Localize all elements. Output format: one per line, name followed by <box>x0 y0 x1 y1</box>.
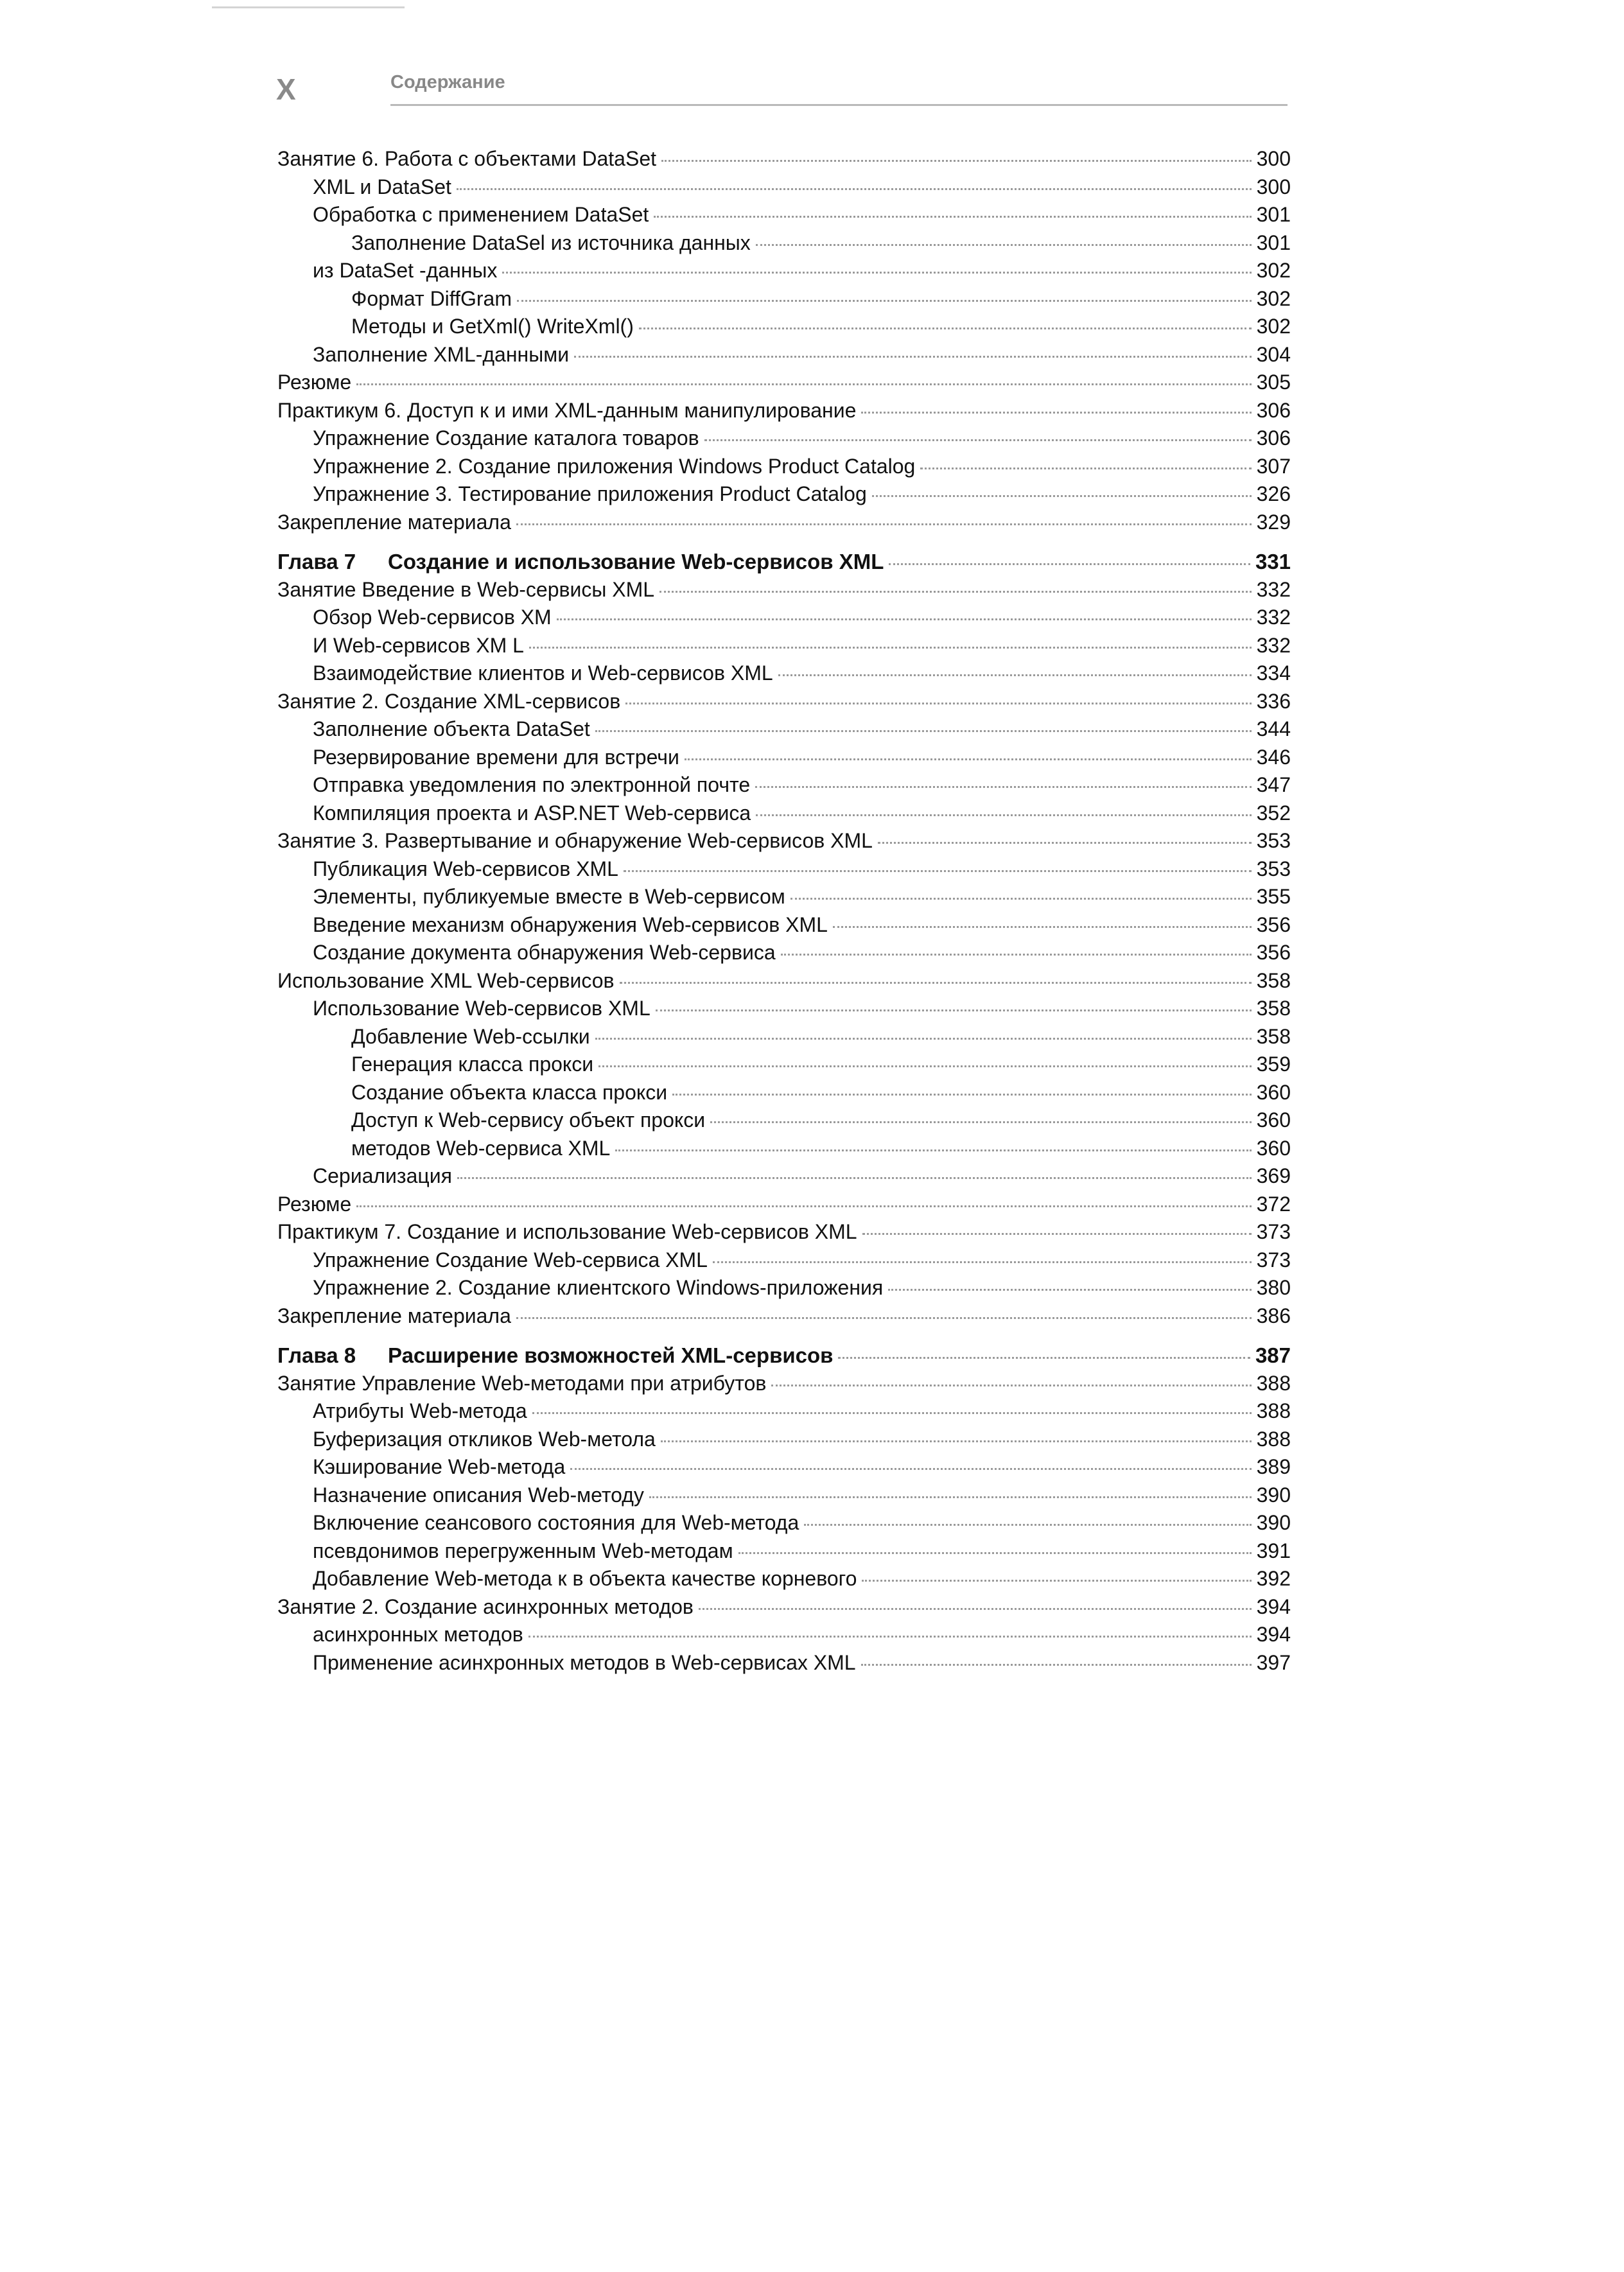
toc-page-number: 304 <box>1256 342 1291 366</box>
dot-leader <box>656 1009 1252 1011</box>
toc-entry-title: Добавление Web-метода к в объекта качестве корневого <box>313 1567 857 1590</box>
toc-page-number: 358 <box>1256 968 1291 992</box>
toc-page-number: 307 <box>1256 454 1291 478</box>
toc-entry-title: Заполнение объекта DataSet <box>313 717 590 740</box>
toc-entry <box>277 744 1291 772</box>
toc-entry-title: Создание объекта класса прокси <box>351 1080 668 1104</box>
toc-page-number: 388 <box>1256 1399 1291 1422</box>
dot-leader <box>738 1552 1252 1554</box>
dot-leader <box>872 495 1252 497</box>
toc-entry-title: Закрепление материала <box>277 1304 511 1327</box>
toc-entry-title: Расширение возможностей XML-сервисов <box>388 1343 834 1367</box>
toc-page-number: 391 <box>1256 1539 1291 1562</box>
toc-page-number: 334 <box>1256 661 1291 685</box>
dot-leader <box>920 468 1251 469</box>
toc-entry-title: Резюме <box>277 1192 352 1216</box>
toc-entry-title: Создание и использование Web-сервисов XML <box>388 550 884 573</box>
toc-page-number: 388 <box>1256 1371 1291 1395</box>
toc-page-number: 305 <box>1256 371 1291 394</box>
toc-page-number: 372 <box>1256 1192 1291 1216</box>
toc-page-number: 306 <box>1256 398 1291 422</box>
toc-entry <box>277 397 1291 425</box>
dot-leader <box>804 1524 1251 1526</box>
dot-leader <box>661 1440 1252 1442</box>
toc-page-number: 332 <box>1256 633 1291 657</box>
dot-leader <box>833 926 1252 928</box>
dot-leader <box>889 563 1250 565</box>
toc-entry <box>277 911 1291 939</box>
dot-leader <box>457 1177 1252 1179</box>
dot-leader <box>672 1094 1252 1096</box>
toc-page-number: 390 <box>1256 1483 1291 1507</box>
toc-entry-title: Элементы, публикуемые вместе в Web-сервисом <box>313 885 785 908</box>
toc-entry <box>277 369 1291 397</box>
toc-page-number: 389 <box>1256 1455 1291 1478</box>
dot-leader <box>620 982 1252 984</box>
toc-page-number: 353 <box>1256 857 1291 880</box>
toc-entry <box>277 1537 1291 1566</box>
toc-entry-title: Отправка уведомления по электронной почте <box>313 773 751 796</box>
toc-page-number: 394 <box>1256 1595 1291 1618</box>
toc-entry <box>277 257 1291 285</box>
toc-entry-title: Использование Web-сервисов XML <box>313 997 650 1020</box>
toc-entry-title: Применение асинхронных методов в Web-сервисах XML <box>313 1650 856 1674</box>
dot-leader <box>516 523 1252 525</box>
toc-entry-title: Использование XML Web-сервисов <box>277 968 615 992</box>
dot-leader <box>356 383 1251 385</box>
dot-leader <box>790 898 1252 900</box>
toc-entry <box>277 229 1291 258</box>
toc-page-number: 347 <box>1256 773 1291 796</box>
dot-leader <box>713 1261 1252 1263</box>
dot-leader <box>781 954 1252 956</box>
toc-entry <box>277 632 1291 660</box>
dot-leader <box>615 1149 1251 1151</box>
toc-page-number: 353 <box>1256 829 1291 852</box>
dot-leader <box>685 758 1252 760</box>
toc-page-number: 388 <box>1256 1427 1291 1451</box>
toc-entry <box>277 1565 1291 1593</box>
toc-entry-title: Буферизация откликов Web-метола <box>313 1427 656 1451</box>
toc-chapter-heading <box>277 1341 1291 1370</box>
toc-entry-title: Упражнение Создание Web-сервиса XML <box>313 1248 708 1271</box>
section-title: Содержание <box>390 72 505 92</box>
toc-entry-title: Заполнение XML-данными <box>313 342 570 366</box>
toc-entry <box>277 424 1291 453</box>
top-scan-rule <box>212 6 405 8</box>
dot-leader <box>574 356 1252 358</box>
toc-page-number: 373 <box>1256 1220 1291 1243</box>
toc-chapter-heading <box>277 548 1291 576</box>
toc-entry-title: Формат DiffGram <box>351 286 512 310</box>
toc-page-number: 392 <box>1256 1567 1291 1590</box>
toc-entry <box>277 1426 1291 1454</box>
toc-entry-title: Занятие Введение в Web-сервисы XML <box>277 577 655 601</box>
toc-entry-title: Добавление Web-ссылки <box>351 1024 590 1048</box>
toc-entry-title: Заполнение DataSel из источника данных <box>351 231 751 254</box>
toc-page-number: 390 <box>1256 1511 1291 1534</box>
toc-entry <box>277 201 1291 229</box>
toc-page-number: 380 <box>1256 1276 1291 1299</box>
dot-leader <box>755 786 1252 788</box>
toc-entry-title: Закрепление материала <box>277 510 511 534</box>
toc-page-number: 369 <box>1256 1164 1291 1187</box>
toc-entry-title: Практикум 6. Доступ к и ими XML-данным манипулирование <box>277 398 857 422</box>
chapter-number: Глава 8 <box>277 1343 356 1367</box>
toc-entry <box>277 939 1291 967</box>
table-of-contents <box>277 145 1291 1677</box>
toc-entry <box>277 688 1291 716</box>
toc-entry <box>277 1509 1291 1537</box>
toc-page-number: 358 <box>1256 997 1291 1020</box>
toc-entry-title: Обзор Web-сервисов XM <box>313 606 552 629</box>
toc-entry <box>277 173 1291 202</box>
dot-leader <box>625 703 1251 704</box>
toc-page-number: 387 <box>1255 1343 1291 1367</box>
toc-page-number: 397 <box>1256 1650 1291 1674</box>
toc-page-number: 332 <box>1256 577 1291 601</box>
page-header <box>276 66 1288 107</box>
toc-entry <box>277 1593 1291 1621</box>
dot-leader <box>595 730 1252 732</box>
toc-entry-title: Занятие 2. Создание асинхронных методов <box>277 1595 694 1618</box>
toc-entry-title: Практикум 7. Создание и использование Web-сервисов XML <box>277 1220 857 1243</box>
toc-entry <box>277 995 1291 1023</box>
chapter-number: Глава 7 <box>277 550 356 573</box>
toc-entry-title: Резюме <box>277 371 352 394</box>
toc-page-number: 302 <box>1256 286 1291 310</box>
toc-page-number: 336 <box>1256 689 1291 713</box>
dot-leader <box>771 1385 1251 1386</box>
toc-page-number: 360 <box>1256 1080 1291 1104</box>
toc-entry-title: Обработка с применением DataSet <box>313 203 649 226</box>
toc-entry <box>277 509 1291 537</box>
dot-leader <box>861 1664 1252 1666</box>
dot-leader <box>778 674 1252 676</box>
dot-leader <box>639 328 1252 329</box>
toc-entry-title: Публикация Web-сервисов XML <box>313 857 618 880</box>
toc-entry <box>277 1649 1291 1677</box>
toc-entry <box>277 1370 1291 1398</box>
toc-entry <box>277 967 1291 995</box>
toc-entry-title: Упражнение 3. Тестирование приложения Product Catalog <box>313 482 867 505</box>
dot-leader <box>654 216 1251 218</box>
toc-entry <box>277 1621 1291 1649</box>
toc-entry <box>277 827 1291 855</box>
toc-entry-title: Доступ к Web-сервису объект прокси <box>351 1108 706 1132</box>
toc-page-number: 326 <box>1256 482 1291 505</box>
toc-entry-title: Сериализация <box>313 1164 452 1187</box>
toc-page-number: 386 <box>1256 1304 1291 1327</box>
toc-entry-title: Занятие 2. Создание XML-сервисов <box>277 689 621 713</box>
toc-entry <box>277 145 1291 173</box>
toc-entry <box>277 1051 1291 1079</box>
toc-entry-title: Кэширование Web-метода <box>313 1455 566 1478</box>
dot-leader <box>457 188 1252 190</box>
toc-page-number: 301 <box>1256 231 1291 254</box>
toc-entry <box>277 1274 1291 1302</box>
toc-page-number: 300 <box>1256 147 1291 170</box>
toc-entry <box>277 660 1291 688</box>
toc-entry <box>277 800 1291 828</box>
toc-entry-title: Занятие 6. Работа с объектами DataSet <box>277 147 656 170</box>
toc-page-number: 359 <box>1256 1053 1291 1076</box>
toc-entry-title: Упражнение 2. Создание приложения Windows Product Catalog <box>313 454 916 478</box>
toc-entry-title: Методы и GetXml() WriteXml() <box>351 315 634 338</box>
toc-entry-title: псевдонимов перегруженным Web-методам <box>313 1539 733 1562</box>
dot-leader <box>557 618 1252 620</box>
toc-entry-title: Занятие Управление Web-методами при атрибутов <box>277 1371 767 1395</box>
toc-entry-title: И Web-сервисов XM L <box>313 633 524 657</box>
toc-entry <box>277 1135 1291 1163</box>
dot-leader <box>888 1289 1251 1291</box>
toc-entry <box>277 1218 1291 1246</box>
dot-leader <box>532 1412 1252 1414</box>
toc-page-number: 358 <box>1256 1024 1291 1048</box>
toc-entry <box>277 855 1291 884</box>
dot-leader <box>529 647 1252 649</box>
toc-entry-title: Резервирование времени для встречи <box>313 745 679 769</box>
dot-leader <box>861 412 1251 414</box>
toc-entry-title: XML и DataSet <box>313 175 451 198</box>
dot-leader <box>661 160 1252 162</box>
dot-leader <box>710 1121 1252 1123</box>
dot-leader <box>862 1233 1252 1235</box>
toc-page-number: 360 <box>1256 1136 1291 1160</box>
toc-entry <box>277 715 1291 744</box>
toc-page-number: 332 <box>1256 606 1291 629</box>
toc-page-number: 356 <box>1256 941 1291 964</box>
toc-page-number: 344 <box>1256 717 1291 740</box>
toc-entry-title: Компиляция проекта и ASP.NET Web-сервиса <box>313 801 751 825</box>
toc-entry <box>277 1397 1291 1426</box>
toc-page-number: 331 <box>1255 550 1291 573</box>
dot-leader <box>624 870 1252 872</box>
toc-page-number: 356 <box>1256 913 1291 936</box>
toc-entry-title: из DataSet -данных <box>313 259 498 282</box>
toc-entry <box>277 313 1291 341</box>
toc-entry <box>277 1481 1291 1510</box>
toc-page-number: 360 <box>1256 1108 1291 1132</box>
toc-page-number: 355 <box>1256 885 1291 908</box>
dot-leader <box>570 1468 1251 1470</box>
toc-page-number: 300 <box>1256 175 1291 198</box>
toc-entry-title: Включение сеансового состояния для Web-метода <box>313 1511 799 1534</box>
toc-entry-title: Введение механизм обнаружения Web-сервисов XML <box>313 913 828 936</box>
toc-entry <box>277 1191 1291 1219</box>
toc-page-number: 373 <box>1256 1248 1291 1271</box>
toc-entry-title: Назначение описания Web-методу <box>313 1483 644 1507</box>
toc-entry <box>277 1302 1291 1331</box>
toc-entry <box>277 480 1291 509</box>
toc-entry-title: Создание документа обнаружения Web-сервиса <box>313 941 776 964</box>
toc-entry-title: Упражнение 2. Создание клиентского Windows-приложения <box>313 1276 884 1299</box>
dot-leader <box>598 1065 1251 1067</box>
dot-leader <box>699 1608 1252 1610</box>
toc-page-number: 329 <box>1256 510 1291 534</box>
page-number-roman: X <box>276 73 297 106</box>
toc-entry-title: Атрибуты Web-метода <box>313 1399 527 1422</box>
dot-leader <box>517 300 1252 302</box>
toc-page-number: 394 <box>1256 1623 1291 1646</box>
dot-leader <box>756 244 1252 246</box>
toc-entry <box>277 1079 1291 1107</box>
toc-entry <box>277 341 1291 369</box>
toc-entry <box>277 285 1291 313</box>
toc-entry-title: Занятие 3. Развертывание и обнаружение Web-сервисов XML <box>277 829 873 852</box>
toc-page-number: 306 <box>1256 426 1291 450</box>
dot-leader <box>595 1038 1252 1040</box>
toc-entry <box>277 1106 1291 1135</box>
toc-entry <box>277 1246 1291 1275</box>
toc-page-number: 302 <box>1256 259 1291 282</box>
toc-entry <box>277 1023 1291 1051</box>
toc-entry <box>277 883 1291 911</box>
dot-leader <box>356 1205 1251 1207</box>
toc-entry-title: асинхронных методов <box>313 1623 523 1646</box>
header-rule <box>390 104 1288 106</box>
toc-entry <box>277 1453 1291 1481</box>
dot-leader <box>659 591 1252 593</box>
toc-entry <box>277 453 1291 481</box>
dot-leader <box>528 1636 1252 1638</box>
dot-leader <box>756 814 1251 816</box>
toc-entry <box>277 576 1291 604</box>
toc-entry-title: Взаимодействие клиентов и Web-сервисов XML <box>313 661 773 685</box>
toc-entry-title: Генерация класса прокси <box>351 1053 594 1076</box>
dot-leader <box>704 439 1252 441</box>
dot-leader <box>516 1317 1252 1319</box>
dot-leader <box>649 1496 1252 1498</box>
dot-leader <box>502 272 1251 274</box>
toc-entry-title: методов Web-сервиса XML <box>351 1136 611 1160</box>
dot-leader <box>838 1357 1250 1359</box>
toc-page-number: 346 <box>1256 745 1291 769</box>
toc-page-number: 302 <box>1256 315 1291 338</box>
dot-leader <box>862 1580 1251 1582</box>
toc-entry <box>277 604 1291 632</box>
dot-leader <box>878 842 1252 844</box>
toc-page-number: 352 <box>1256 801 1291 825</box>
toc-entry-title: Упражнение Создание каталога товаров <box>313 426 699 450</box>
toc-entry <box>277 1162 1291 1191</box>
toc-entry <box>277 771 1291 800</box>
toc-page-number: 301 <box>1256 203 1291 226</box>
